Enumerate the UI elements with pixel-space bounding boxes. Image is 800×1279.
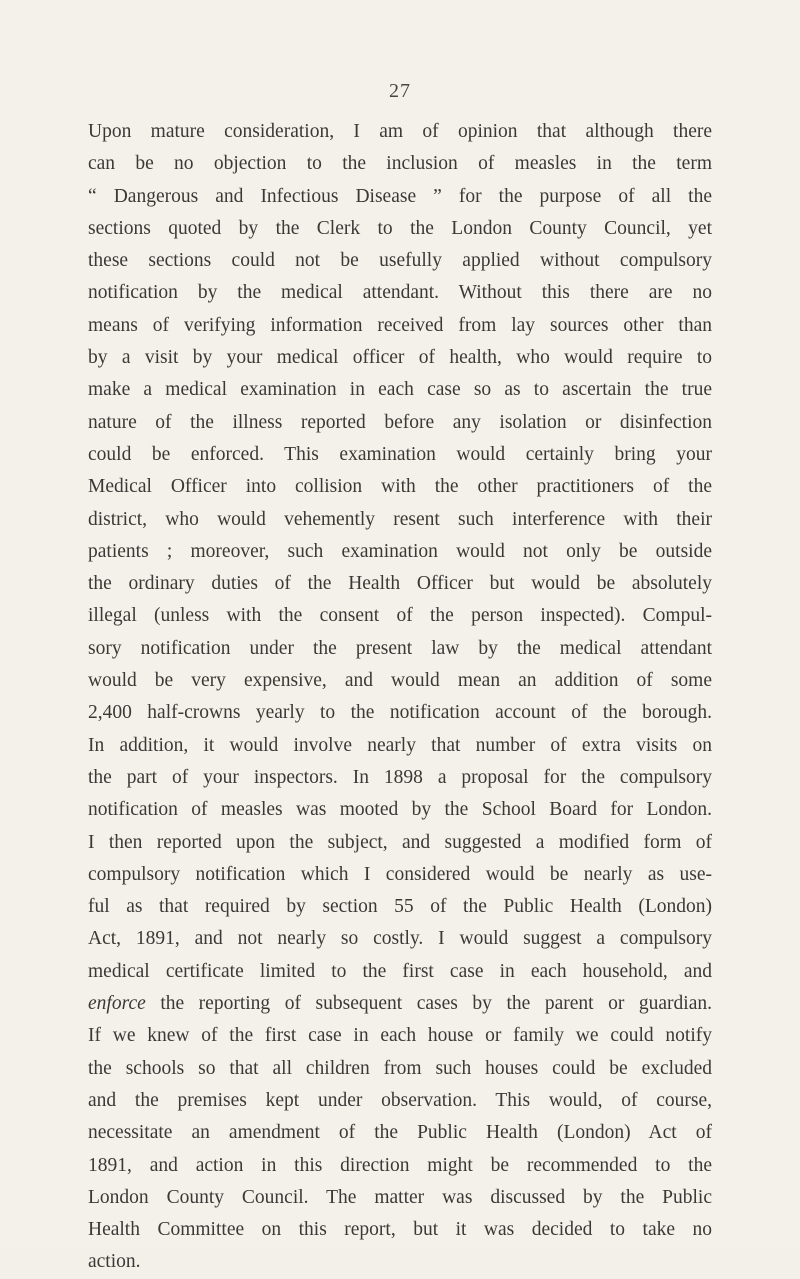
text-line: sory notification under the present law by the medical attendant <box>88 637 712 659</box>
text-line: sections quoted by the Clerk to the London County Council, yet <box>88 217 712 239</box>
text-line: patients ; moreover, such examination would not only be outside <box>88 540 712 562</box>
text-line: could be enforced. This examination would certainly bring your <box>88 443 712 465</box>
italic-word: enforce <box>88 993 146 1015</box>
text-line: the schools so that all children from such houses could be excluded <box>88 1057 712 1079</box>
text-line: If we knew of the first case in each house or family we could notify <box>88 1025 712 1047</box>
text-line: Act, 1891, and not nearly so costly. I would suggest a compulsory <box>88 928 712 950</box>
text-line: 1891, and action in this direction might be recommended to the <box>88 1154 712 1176</box>
text-line: by a visit by your medical officer of health, who would require to <box>88 347 712 369</box>
text-line: nature of the illness reported before any isolation or disinfection <box>88 411 712 433</box>
body-paragraph <box>88 116 712 1279</box>
text-line: means of verifying information received from lay sources other than <box>88 314 712 336</box>
page-number: 27 <box>389 80 411 102</box>
text-line: notification by the medical attendant. Without this there are no <box>88 282 712 304</box>
text-line: these sections could not be usefully applied without compulsory <box>88 250 712 272</box>
text-line: ful as that required by section 55 of the Public Health (London) <box>88 896 712 918</box>
text-line: Medical Officer into collision with the other practitioners of the <box>88 476 712 498</box>
text-line-rest: the reporting of subsequent cases by the parent or guardian. <box>160 993 713 1015</box>
text-line: can be no objection to the inclusion of measles in the term <box>88 153 712 175</box>
text-line: necessitate an amendment of the Public Health (London) Act of <box>88 1122 712 1144</box>
text-line: London County Council. The matter was discussed by the Public <box>88 1186 712 1208</box>
text-line: the part of your inspectors. In 1898 a proposal for the compulsory <box>88 766 712 788</box>
text-line: Health Committee on this report, but it was decided to take no <box>88 1219 712 1241</box>
text-line: the ordinary duties of the Health Officer but would be absolutely <box>88 573 712 595</box>
text-line: action. <box>88 1251 141 1273</box>
text-line: compulsory notification which I considered would be nearly as use- <box>88 863 712 885</box>
text-line-with-italic <box>88 988 712 1020</box>
text-line: I then reported upon the subject, and suggested a modified form of <box>88 831 712 853</box>
text-line: “ Dangerous and Infectious Disease ” for the purpose of all the <box>88 185 712 207</box>
text-line: district, who would vehemently resent such interference with their <box>88 508 712 530</box>
text-line: Upon mature consideration, I am of opinion that although there <box>88 121 712 142</box>
text-line: 2,400 half-crowns yearly to the notification account of the borough. <box>88 702 712 724</box>
text-line: and the premises kept under observation. This would, of course, <box>88 1089 712 1111</box>
text-line: notification of measles was mooted by the School Board for London. <box>88 799 712 821</box>
text-line: would be very expensive, and would mean an addition of some <box>88 670 712 692</box>
text-line: make a medical examination in each case so as to ascertain the true <box>88 379 712 401</box>
text-line: medical certificate limited to the first case in each household, and <box>88 960 712 982</box>
text-line: In addition, it would involve nearly that number of extra visits on <box>88 734 712 756</box>
text-line: illegal (unless with the consent of the person inspected). Compul- <box>88 605 712 627</box>
